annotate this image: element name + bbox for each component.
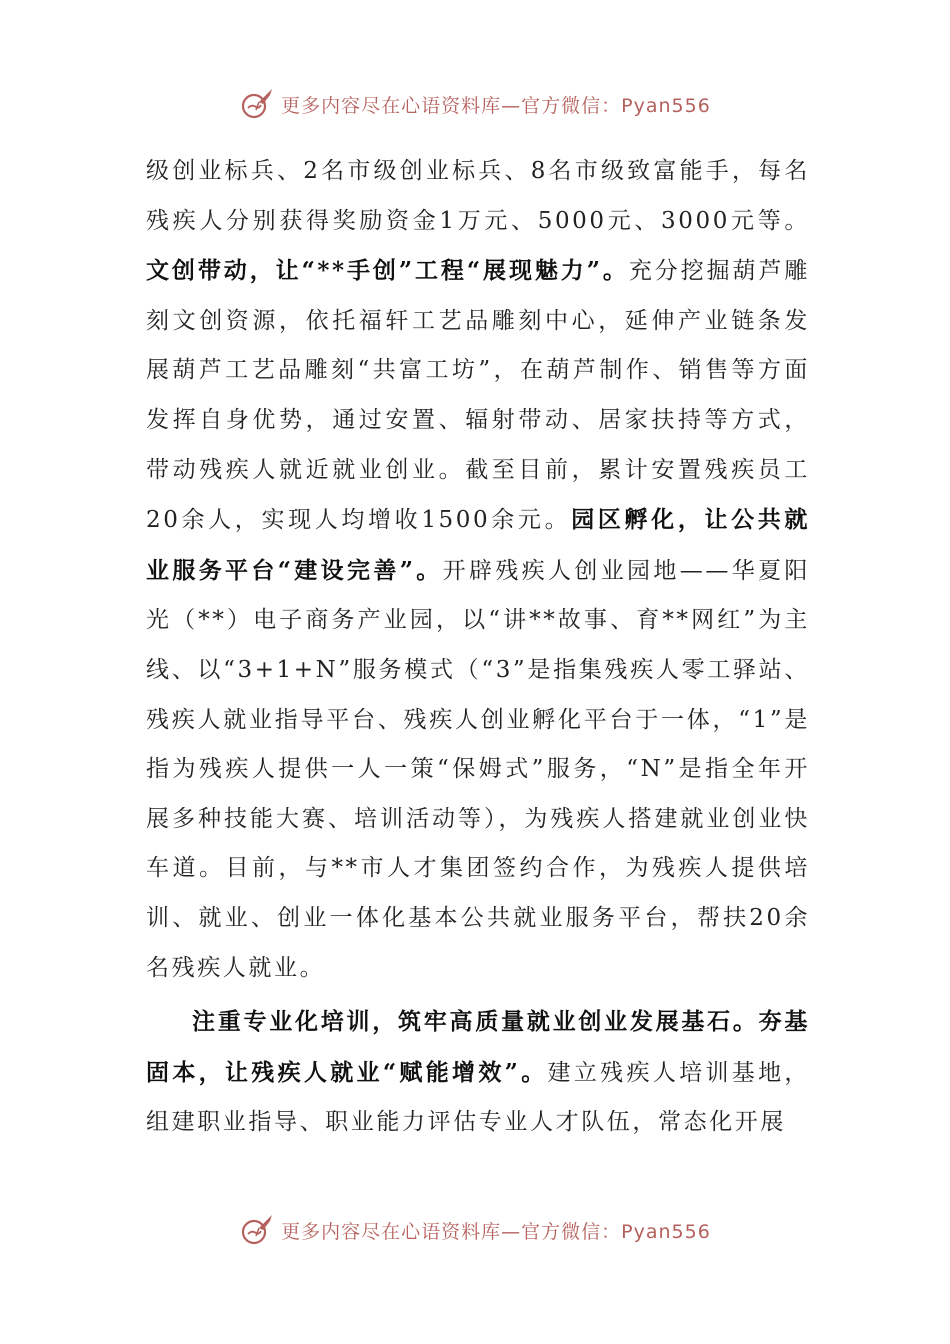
footer-banner-text: 更多内容尽在心语资料库—官方微信：Pyan556 <box>281 1220 711 1243</box>
footer-banner <box>0 1208 950 1252</box>
p2-heading: 注重专业化培训，筑牢高质量就业创业发展基石。夯基固本，让残疾人就业“赋能增效”。 <box>146 1008 810 1086</box>
p1-sentence-5: 开辟残疾人创业园地——华夏阳光（**）电子商务产业园，以“讲**故事、育**网红”为主线、以“3+1+N”服务模式（“3”是指集残疾人零工驿站、残疾人就业指导平台、残疾人创业孵化平台于一体，“1”是指为残疾人提供一人一策“保姆式”服务，“N”是指全年开展多种技能大赛、培训活动等），为残疾人搭建就业创业快车道。目前，与**市人才集团签约合作，为残疾人提供培训、就业、创业一体化基本公共就业服务平台，帮扶20余名残疾人就业。 <box>146 557 810 981</box>
header-banner <box>0 82 950 126</box>
document-body <box>146 147 810 1148</box>
header-banner-text: 更多内容尽在心语资料库—官方微信：Pyan556 <box>281 94 711 117</box>
p1-heading-yuanqu: 园区孵化，让公共就业服务平台“建设完善”。 <box>146 506 810 584</box>
quill-pen-circle-icon <box>239 86 275 122</box>
p1-sentence-3: 充分挖掘葫芦雕刻文创资源，依托福轩工艺品雕刻中心，延伸产业链条发展葫芦工艺品雕刻“共富工坊”，在葫芦制作、销售等方面发挥自身优势，通过安置、辐射带动、居家扶持等方式，带动残疾人就近就业创业。截至目前，累计安置残疾员工20余人，实现人均增收1500余元。 <box>146 258 811 534</box>
quill-pen-circle-icon <box>239 1212 275 1248</box>
p1-heading-wenchuang: 文创带动，让“**手创”工程“展现魅力”。 <box>146 257 629 285</box>
p1-sentence-1: 级创业标兵、2名市级创业标兵、8名市级致富能手，每名残疾人分别获得奖励资金1万元、5000元、3000元等。 <box>146 158 810 234</box>
paragraph-2 <box>146 997 810 1148</box>
paragraph-1 <box>146 147 810 993</box>
p2-sentence-2: 建立残疾人培训基地，组建职业指导、职业能力评估专业人才队伍，常态化开展 <box>146 1059 811 1136</box>
